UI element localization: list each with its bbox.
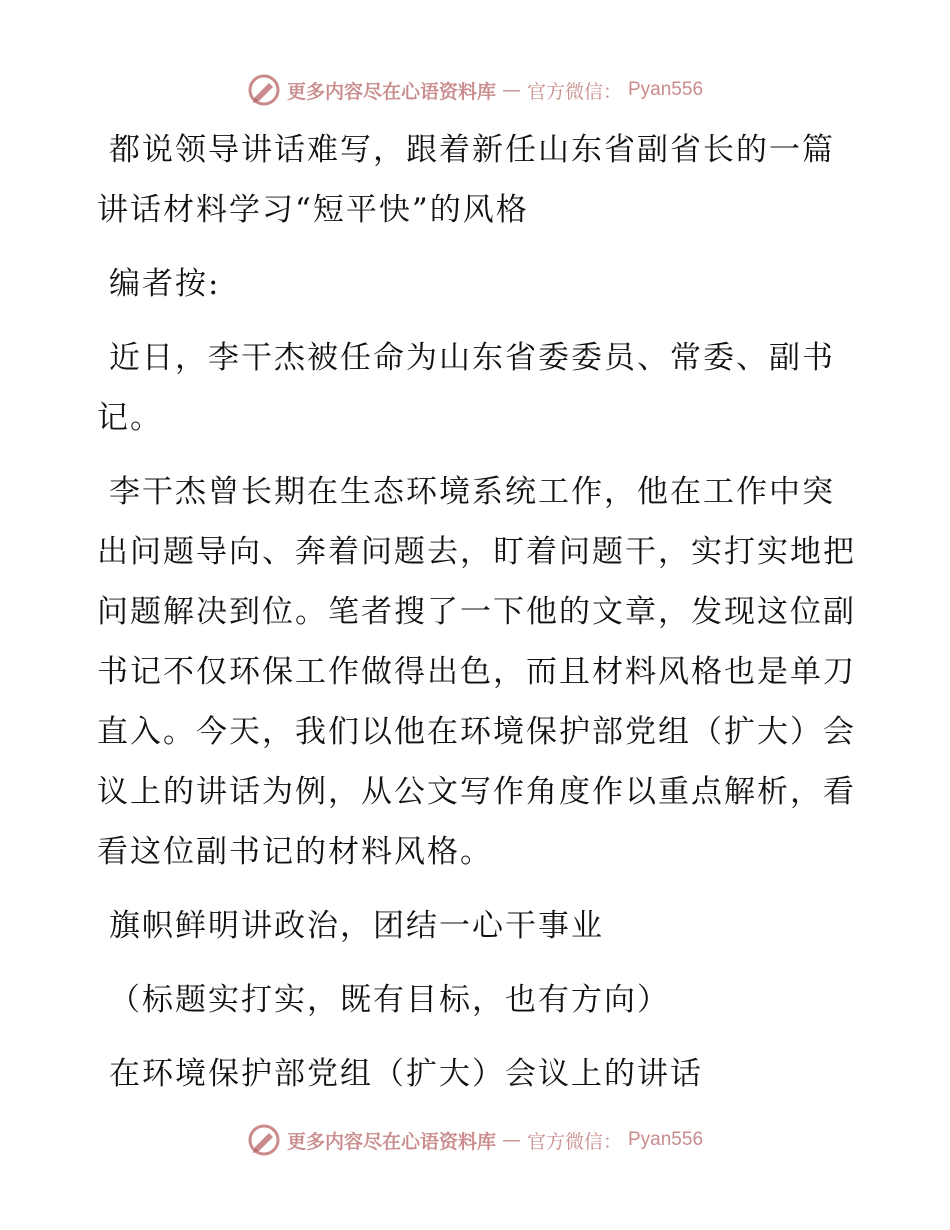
banner-brand: 更多内容尽在心语资料库 [286,80,496,103]
header-banner [0,70,950,110]
banner-wechat-id: Pyan556 [628,1129,704,1150]
paragraph: 李干杰曾长期在生态环境系统工作，他在工作中突出问题导向、奔着问题去，盯着问题干，实打实地把问题解决到位。笔者搜了一下他的文章，发现这位副书记不仅环保工作做得出色，而且材料风格也是单刀直入。今天，我们以他在环境保护部党组（扩大）会议上的讲话为例，从公文写作角度作以重点解析，看看这位副书记的材料风格。 [97,474,856,870]
document-title: 都说领导讲话难写，跟着新任山东省副省长的一篇讲话材料学习“短平快”的风格 [97,132,835,228]
speech-title-annotation: （标题实打实，既有目标，也有方向） [109,982,670,1018]
speech-title: 旗帜鲜明讲政治，团结一心干事业 [109,908,604,944]
document-body [97,120,857,1118]
banner-separator: — [501,79,521,101]
paragraph: 近日，李干杰被任命为山东省委委员、常委、副书记。 [97,340,835,436]
footer-banner [0,1120,950,1160]
banner-wechat-id: Pyan556 [628,79,704,100]
pen-logo-icon [247,73,281,107]
pen-logo-icon [247,1123,281,1157]
banner-separator: — [501,1129,521,1151]
banner-wechat-label: 官方微信： [526,1130,622,1153]
editor-note-heading: 编者按: [109,266,221,302]
banner-wechat-label: 官方微信： [526,80,622,103]
banner-brand: 更多内容尽在心语资料库 [286,1130,496,1153]
speech-subtitle: 在环境保护部党组（扩大）会议上的讲话 [109,1056,703,1092]
